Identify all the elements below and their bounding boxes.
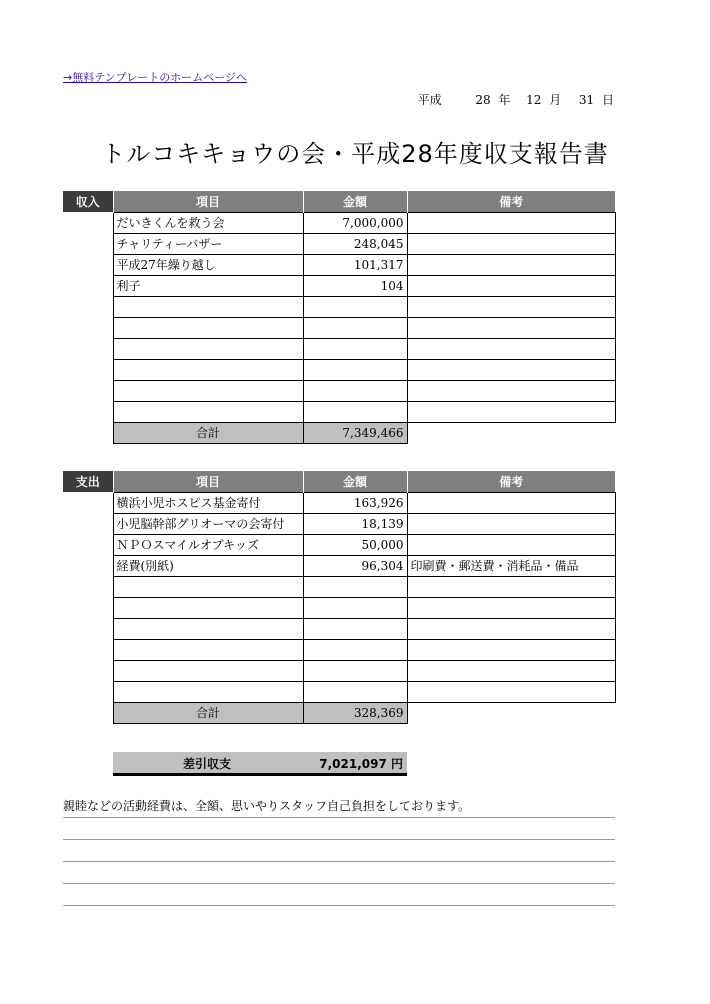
note-cell xyxy=(407,275,615,296)
amount-cell xyxy=(303,338,407,359)
amount-cell: 101,317 xyxy=(303,254,407,275)
table-row xyxy=(63,380,615,401)
amount-cell: 248,045 xyxy=(303,233,407,254)
balance-amount: 7,021,097 円 xyxy=(319,757,403,771)
balance-label: 差引収支 xyxy=(183,757,232,771)
remark-line xyxy=(63,862,615,884)
table-row xyxy=(63,618,615,639)
item-cell xyxy=(113,338,303,359)
expense-header-item: 項目 xyxy=(113,471,303,492)
amount-cell: 104 xyxy=(303,275,407,296)
note-cell: 印刷費・郵送費・消耗品・備品 xyxy=(407,555,615,576)
row-spacer xyxy=(63,534,113,555)
item-cell xyxy=(113,597,303,618)
table-row xyxy=(63,212,615,233)
amount-cell: 50,000 xyxy=(303,534,407,555)
amount-cell xyxy=(303,296,407,317)
note-cell xyxy=(407,534,615,555)
table-row xyxy=(63,681,615,702)
table-row xyxy=(63,597,615,618)
total-amount: 328,369 xyxy=(303,702,407,723)
amount-cell xyxy=(303,401,407,422)
note-cell xyxy=(407,296,615,317)
note-cell xyxy=(407,254,615,275)
note-cell xyxy=(407,317,615,338)
date-era: 平成 xyxy=(417,93,442,107)
row-spacer xyxy=(63,380,113,401)
row-spacer xyxy=(63,660,113,681)
expense-table xyxy=(63,471,616,724)
row-spacer xyxy=(63,639,113,660)
amount-cell: 18,139 xyxy=(303,513,407,534)
expense-header-amount: 金額 xyxy=(303,471,407,492)
total-spacer xyxy=(407,422,615,443)
item-cell: 利子 xyxy=(113,275,303,296)
date-month: 12 xyxy=(526,93,542,107)
item-cell xyxy=(113,576,303,597)
income-header-amount: 金額 xyxy=(303,191,407,212)
item-cell xyxy=(113,317,303,338)
total-row xyxy=(63,422,615,443)
item-cell xyxy=(113,681,303,702)
row-spacer xyxy=(63,296,113,317)
amount-cell xyxy=(303,597,407,618)
item-cell xyxy=(113,380,303,401)
expense-section-label: 支出 xyxy=(63,471,113,492)
table-row xyxy=(63,576,615,597)
amount-cell xyxy=(303,380,407,401)
item-cell: だいきくんを救う会 xyxy=(113,212,303,233)
date-day-unit: 日 xyxy=(601,93,614,107)
row-spacer xyxy=(63,254,113,275)
amount-cell xyxy=(303,317,407,338)
note-cell xyxy=(407,338,615,359)
row-spacer xyxy=(63,233,113,254)
note-cell xyxy=(407,212,615,233)
date-year-unit: 年 xyxy=(498,93,511,107)
note-cell xyxy=(407,618,615,639)
item-cell: チャリティーバザー xyxy=(113,233,303,254)
amount-cell: 7,000,000 xyxy=(303,212,407,233)
row-spacer xyxy=(63,401,113,422)
table-row xyxy=(63,492,615,513)
row-spacer xyxy=(63,492,113,513)
amount-cell xyxy=(303,359,407,380)
item-cell xyxy=(113,401,303,422)
note-cell xyxy=(407,681,615,702)
item-cell: 経費(別紙) xyxy=(113,555,303,576)
row-spacer xyxy=(63,422,113,443)
row-spacer xyxy=(63,597,113,618)
note-cell xyxy=(407,233,615,254)
item-cell xyxy=(113,660,303,681)
row-spacer xyxy=(63,338,113,359)
item-cell: ＮＰＯスマイルオブキッズ xyxy=(113,534,303,555)
row-spacer xyxy=(63,317,113,338)
note-cell xyxy=(407,597,615,618)
table-row xyxy=(63,233,615,254)
item-cell xyxy=(113,618,303,639)
amount-cell xyxy=(303,639,407,660)
report-date xyxy=(418,91,614,108)
total-label: 合計 xyxy=(113,702,303,723)
table-row xyxy=(63,296,615,317)
item-cell xyxy=(113,359,303,380)
remark-line: 親睦などの活動経費は、全額、思いやりスタッフ自己負担をしております。 xyxy=(63,796,615,818)
note-cell xyxy=(407,380,615,401)
item-cell xyxy=(113,296,303,317)
note-cell xyxy=(407,359,615,380)
row-spacer xyxy=(63,275,113,296)
table-row xyxy=(63,254,615,275)
date-year: 28 xyxy=(475,93,491,107)
income-header-item: 項目 xyxy=(113,191,303,212)
amount-cell xyxy=(303,618,407,639)
income-table xyxy=(63,191,616,444)
table-row xyxy=(63,359,615,380)
row-spacer xyxy=(63,618,113,639)
page-title: トルコキキョウの会・平成28年度収支報告書 xyxy=(101,140,609,168)
item-cell: 小児脳幹部グリオーマの会寄付 xyxy=(113,513,303,534)
remark-line xyxy=(63,840,615,862)
remarks-section xyxy=(63,796,615,906)
amount-cell xyxy=(303,660,407,681)
amount-cell: 96,304 xyxy=(303,555,407,576)
table-row xyxy=(63,555,615,576)
table-row xyxy=(63,401,615,422)
total-row xyxy=(63,702,615,723)
remark-line xyxy=(63,884,615,906)
row-spacer xyxy=(63,576,113,597)
note-cell xyxy=(407,513,615,534)
balance-summary xyxy=(113,752,407,776)
table-row xyxy=(63,534,615,555)
total-amount: 7,349,466 xyxy=(303,422,407,443)
item-cell: 平成27年繰り越し xyxy=(113,254,303,275)
row-spacer xyxy=(63,359,113,380)
row-spacer xyxy=(63,212,113,233)
table-row xyxy=(63,338,615,359)
row-spacer xyxy=(63,702,113,723)
expense-header-note: 備考 xyxy=(407,471,615,492)
date-day: 31 xyxy=(578,93,595,107)
item-cell xyxy=(113,639,303,660)
table-row xyxy=(63,639,615,660)
item-cell: 横浜小児ホスピス基金寄付 xyxy=(113,492,303,513)
total-spacer xyxy=(407,702,615,723)
row-spacer xyxy=(63,513,113,534)
note-cell xyxy=(407,660,615,681)
remark-line xyxy=(63,818,615,840)
table-row xyxy=(63,660,615,681)
amount-cell xyxy=(303,681,407,702)
row-spacer xyxy=(63,681,113,702)
note-cell xyxy=(407,576,615,597)
income-section-label: 収入 xyxy=(63,191,113,212)
table-row xyxy=(63,513,615,534)
total-label: 合計 xyxy=(113,422,303,443)
note-cell xyxy=(407,492,615,513)
template-home-link[interactable]: →無料テンプレートのホームページへ xyxy=(63,71,248,84)
income-header-note: 備考 xyxy=(407,191,615,212)
amount-cell: 163,926 xyxy=(303,492,407,513)
table-row xyxy=(63,275,615,296)
note-cell xyxy=(407,639,615,660)
amount-cell xyxy=(303,576,407,597)
date-month-unit: 月 xyxy=(549,93,562,107)
table-row xyxy=(63,317,615,338)
row-spacer xyxy=(63,555,113,576)
note-cell xyxy=(407,401,615,422)
